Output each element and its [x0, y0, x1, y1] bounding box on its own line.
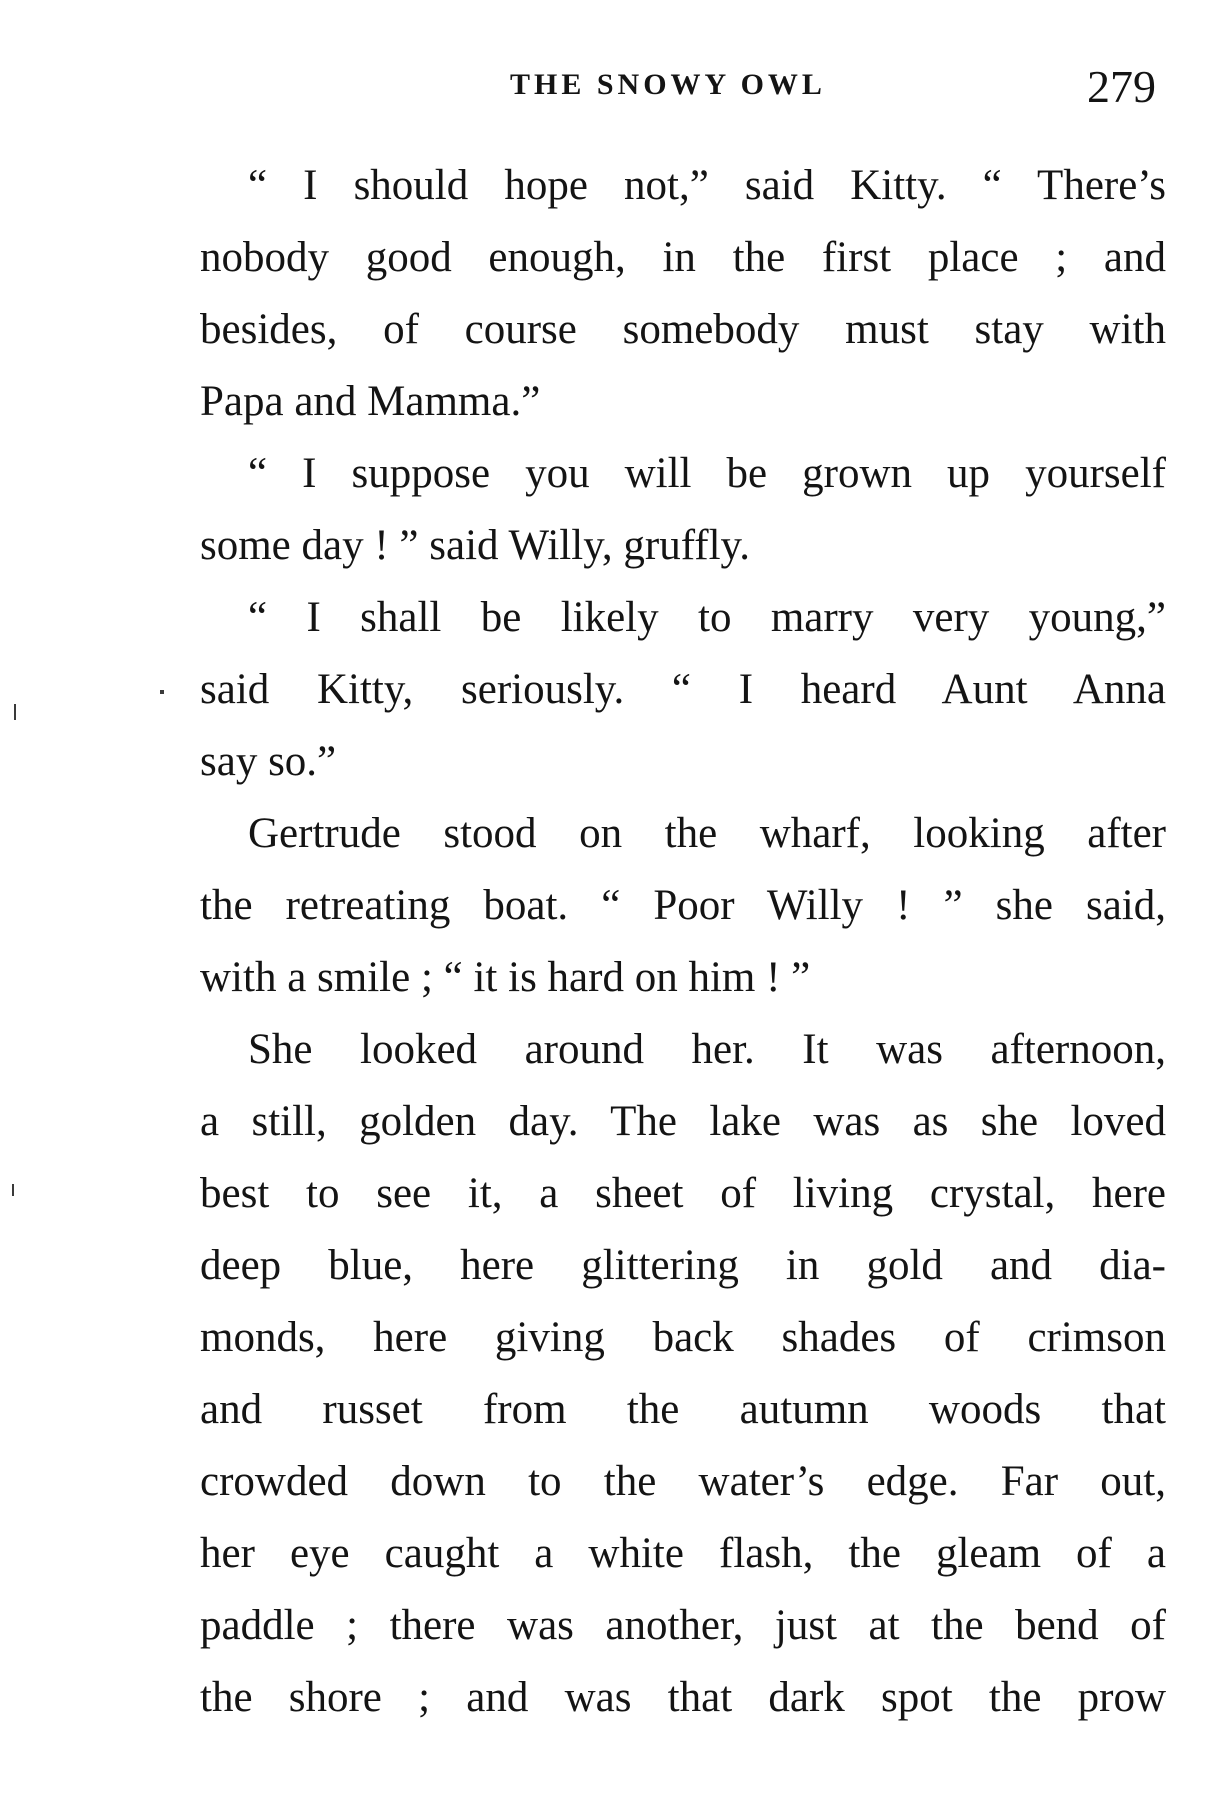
text-line: say so.” — [200, 738, 337, 785]
text-line: “ I suppose you will be grown up yourself — [248, 450, 1166, 497]
text-line: with a smile ; “ it is hard on him ! ” — [200, 954, 811, 1001]
margin-speck — [14, 704, 16, 720]
text-line: “ I shall be likely to marry very young,” — [248, 594, 1166, 641]
text-line: She looked around her. It was afternoon, — [248, 1026, 1166, 1073]
text-line: a still, golden day. The lake was as she loved — [200, 1098, 1166, 1145]
text-line: crowded down to the water’s edge. Far out, — [200, 1458, 1166, 1505]
text-line: besides, of course somebody must stay with — [200, 306, 1166, 353]
page-number: 279 — [1087, 61, 1156, 112]
text-line: some day ! ” said Willy, gruffly. — [200, 522, 750, 569]
text-line: said Kitty, seriously. “ I heard Aunt Anna — [200, 666, 1166, 713]
text-line: and russet from the autumn woods that — [200, 1386, 1166, 1433]
text-line: deep blue, here glittering in gold and dia- — [200, 1242, 1166, 1289]
margin-speck — [160, 690, 164, 694]
text-line: nobody good enough, in the first place ; and — [200, 234, 1166, 281]
text-line: her eye caught a white flash, the gleam of a — [200, 1530, 1166, 1577]
body-text — [200, 150, 1166, 1734]
text-line: monds, here giving back shades of crimson — [200, 1314, 1166, 1361]
text-line: the retreating boat. “ Poor Willy ! ” she said, — [200, 882, 1166, 929]
text-line: paddle ; there was another, just at the bend of — [200, 1602, 1166, 1649]
running-head — [200, 60, 1166, 116]
running-title: THE SNOWY OWL — [510, 68, 826, 101]
margin-speck — [12, 1184, 14, 1196]
text-line: Gertrude stood on the wharf, looking after — [248, 810, 1166, 857]
text-line: the shore ; and was that dark spot the prow — [200, 1674, 1166, 1721]
text-line: “ I should hope not,” said Kitty. “ There’s — [248, 162, 1166, 209]
text-line: Papa and Mamma.” — [200, 378, 541, 425]
text-line: best to see it, a sheet of living crystal, here — [200, 1170, 1166, 1217]
